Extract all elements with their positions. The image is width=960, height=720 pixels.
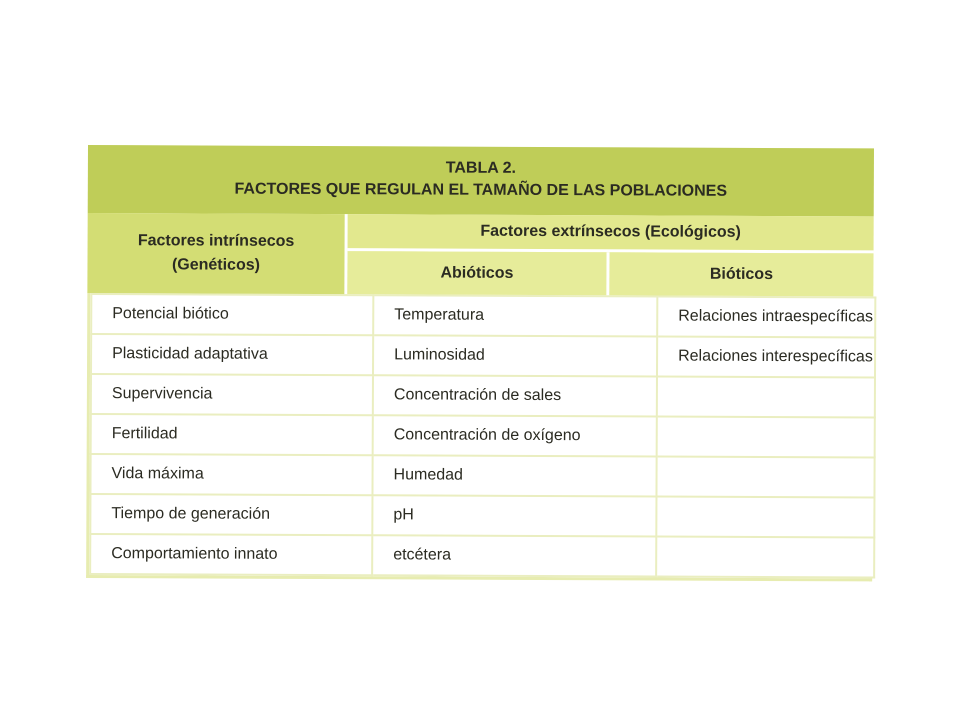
intrinsic-cell: Fertilidad	[91, 414, 373, 455]
abiotic-cell: Concentración de sales	[373, 375, 657, 416]
abiotic-cell: Temperatura	[373, 295, 657, 336]
header-biotic: Bióticos	[609, 252, 873, 296]
biotic-cell	[656, 496, 874, 537]
abiotic-cell: pH	[372, 495, 656, 536]
table-row	[90, 454, 874, 497]
table-header	[87, 213, 873, 296]
table-row	[91, 334, 875, 377]
abiotic-cell: Humedad	[372, 455, 656, 496]
header-intrinsic-sublabel: (Genéticos)	[171, 256, 261, 274]
intrinsic-cell: Comportamiento innato	[90, 534, 372, 575]
header-extrinsic-group	[347, 214, 873, 296]
biotic-cell	[656, 536, 874, 577]
biotic-cell: Relaciones interespecíficas	[657, 336, 875, 377]
table-number: TABLA 2.	[445, 159, 517, 177]
table-row	[91, 374, 875, 417]
table-body-frame	[86, 293, 873, 581]
biotic-cell	[657, 376, 875, 417]
header-abiotic: Abióticos	[347, 251, 609, 295]
table-body	[89, 293, 876, 578]
table-title	[88, 145, 874, 216]
header-intrinsic-factors	[87, 213, 347, 294]
intrinsic-cell: Supervivencia	[91, 374, 373, 415]
abiotic-cell: etcétera	[372, 535, 656, 576]
header-extrinsic-subcolumns	[347, 251, 873, 296]
population-factors-table	[86, 145, 874, 581]
intrinsic-cell: Tiempo de generación	[90, 494, 372, 535]
header-intrinsic-label: Factores intrínsecos	[137, 232, 295, 250]
intrinsic-cell: Plasticidad adaptativa	[91, 334, 373, 375]
biotic-cell: Relaciones intraespecíficas	[657, 296, 875, 337]
table-row	[90, 534, 874, 577]
header-extrinsic-factors: Factores extrínsecos (Ecológicos)	[348, 214, 874, 253]
table-heading: FACTORES QUE REGULAN EL TAMAÑO DE LAS POBLACIONES	[234, 180, 728, 200]
intrinsic-cell: Vida máxima	[90, 454, 372, 495]
biotic-cell	[657, 416, 875, 457]
abiotic-cell: Concentración de oxígeno	[373, 415, 657, 456]
intrinsic-cell: Potencial biótico	[91, 294, 373, 335]
table-row	[91, 294, 875, 337]
biotic-cell	[656, 456, 874, 497]
table-row	[90, 494, 874, 537]
abiotic-cell: Luminosidad	[373, 335, 657, 376]
table-row	[91, 414, 875, 457]
